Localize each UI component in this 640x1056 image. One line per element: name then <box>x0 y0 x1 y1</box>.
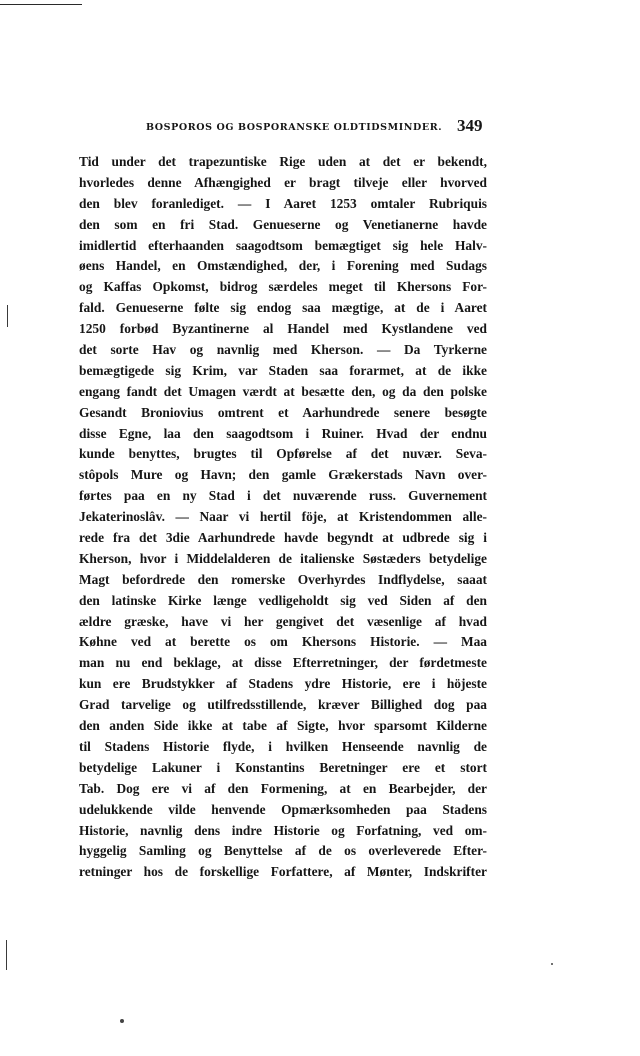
text-line: Magt befordrede den romerske Overhyrdes Indflydelse, saaat <box>79 571 487 587</box>
text-line: Kherson, hvor i Middelalderen de italienske Søstæders betydelige <box>79 550 487 566</box>
text-line: kun ere Brudstykker af Stadens ydre Historie, ere i höjeste <box>79 676 487 692</box>
text-line: den blev foranlediget. — I Aaret 1253 omtaler Rubriquis <box>79 195 487 211</box>
text-line: førtes paa en ny Stad i det nuværende russ. Guvernement <box>79 488 487 504</box>
text-line: man nu end beklage, at disse Efterretninger, der førdetmeste <box>79 655 487 671</box>
text-line: betydelige Lakuner i Konstantins Beretninger ere et stort <box>79 759 487 775</box>
text-line: den anden Side ikke at tabe af Sigte, hvor sparsomt Kilderne <box>79 718 487 734</box>
text-line: øens Handel, en Omstændighed, der, i Forening med Sudags <box>79 258 487 274</box>
page-speck <box>551 963 553 965</box>
text-line: retninger hos de forskellige Forfattere, af Mønter, Indskrifter <box>79 864 487 880</box>
text-line: Gesandt Broniovius omtrent et Aarhundrede senere besøgte <box>79 404 487 420</box>
text-line: engang fandt det Umagen værdt at besætte den, og da den polske <box>79 383 487 399</box>
body-text <box>79 152 487 883</box>
page-number: 349 <box>457 116 483 135</box>
text-line: hyggelig Samling og Benyttelse af de os overleverede Efter- <box>79 843 487 859</box>
text-line: den som en fri Stad. Genueserne og Venetianerne havde <box>79 216 487 232</box>
text-line: og Kaffas Opkomst, bidrog særdeles meget til Khersons For- <box>79 279 487 295</box>
text-line: til Stadens Historie flyde, i hvilken Henseende navnlig de <box>79 738 487 754</box>
text-line: Historie, navnlig dens indre Historie og Forfatning, ved om- <box>79 822 487 838</box>
text-line: Tab. Dog ere vi af den Formening, at en Bearbejder, der <box>79 780 487 796</box>
margin-mark <box>7 305 8 327</box>
text-line: kunde benyttes, brugtes til Opførelse af det nuvær. Seva- <box>79 446 487 462</box>
text-line: stôpols Mure og Havn; den gamle Grækerstads Navn over- <box>79 467 487 483</box>
text-line: den latinske Kirke længe vedligeholdt sig ved Siden af den <box>79 592 487 608</box>
text-line: udelukkende vilde henvende Opmærksomheden paa Stadens <box>79 801 487 817</box>
text-line: Køhne ved at berette os om Khersons Historie. — Maa <box>79 634 487 650</box>
text-line: ældre græske, have vi her gengivet det væsenlige af hvad <box>79 613 487 629</box>
top-rule <box>0 4 82 5</box>
text-line: rede fra det 3die Aarhundrede havde begyndt at udbrede sig i <box>79 530 487 546</box>
text-line: 1250 forbød Byzantinerne al Handel med Kystlandene ved <box>79 321 487 337</box>
text-line: Tid under det trapezuntiske Rige uden at det er bekendt, <box>79 154 487 169</box>
text-line: bemægtigede sig Krim, var Staden saa forarmet, at de ikke <box>79 362 487 378</box>
text-line: Grad tarvelige og utilfredsstillende, kræver Billighed dog paa <box>79 697 487 713</box>
text-line: det sorte Hav og navnlig med Kherson. — Da Tyrkerne <box>79 342 487 358</box>
running-head: BOSPOROS OG BOSPORANSKE OLDTIDSMINDER. <box>146 122 443 133</box>
margin-mark <box>6 940 7 970</box>
text-line: imidlertid efterhaanden saagodtsom bemægtiget sig hele Halv- <box>79 237 487 253</box>
text-line: disse Egne, laa den saagodtsom i Ruiner. Hvad der endnu <box>79 425 487 441</box>
text-line: Jekaterinoslâv. — Naar vi hertil föje, at Kristendommen alle- <box>79 509 487 525</box>
text-line: fald. Genueserne følte sig endog saa mægtige, at de i Aaret <box>79 300 487 316</box>
text-line: hvorledes denne Afhængighed er bragt tilveje eller hvorved <box>79 174 487 190</box>
page-speck <box>120 1019 124 1023</box>
